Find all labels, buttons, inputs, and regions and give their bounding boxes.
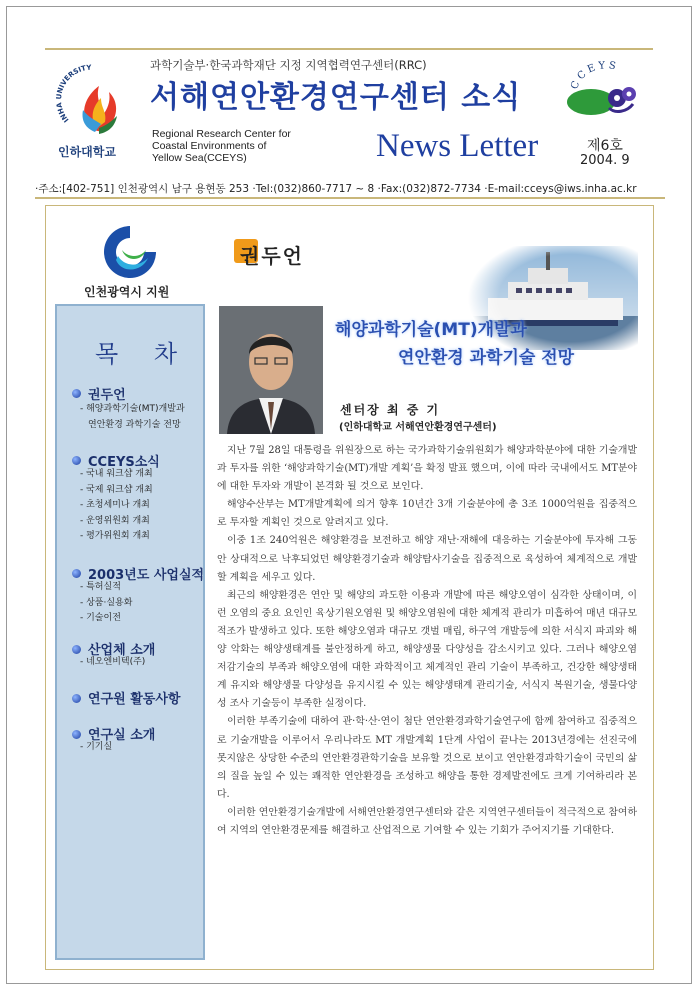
toc-item-list — [80, 580, 132, 627]
toc-item[interactable]: - 평가위원회 개최 — [80, 531, 150, 541]
toc-item-list — [80, 467, 153, 545]
article-paragraph: 최근의 해양환경은 연안 및 해양의 과도한 이용과 개발에 따른 해양오염이 심각한 상태이며, 이런 오염의 중요 요인인 육상기원오염원 및 해양오염원에 대한 체계적 관리가 미흡하여 매년 대규모 적조가 발생하고 있다. 또한 해양오염과 대규모 갯벌 매립, 하구역 개발등에 의한 서식지 파괴와 해양 악화는 해양생태계를 불안정하게 하고, 해양생물 다양성을 감소시키고 있다. 그러나 해양오염 저감기술의 부족과 해양오염에 대한 과학적이고 체계적인 관리 기술이 부족하고, 건강한 해양생태계 유지와 해양생물 다양성을 유지시킬 수 있는 해양생태계 관리기술, 서식지 복원기술, 생물다양성 조사 기술등이 부족한 실정이다. — [217, 589, 637, 710]
english-name-line: Regional Research Center for — [152, 128, 291, 140]
toc-item[interactable]: - 네오엔비텍(주) — [80, 657, 146, 667]
toc-section-title[interactable]: CCEYS소식 — [88, 455, 160, 470]
toc-item[interactable]: - 운영위원회 개최 — [80, 515, 150, 526]
article-paragraph: 이중 1조 240억원은 해양환경을 보전하고 해양 재난·재해에 대응하는 기술분야에 투자해 그동안 상대적으로 낙후되었던 해양환경기술과 해양탐사기술을 집중적으로 육성하여 체계적으로 개발할 계획을 세우고 있다. — [217, 535, 637, 583]
bullet-icon — [72, 694, 81, 703]
toc-item[interactable]: - 기기실 — [80, 742, 113, 752]
bullet-icon — [72, 569, 81, 578]
english-name-line: Yellow Sea(CCEYS) — [152, 152, 247, 164]
inha-university-logo — [55, 58, 135, 148]
university-name: 인하대학교 — [58, 145, 116, 159]
section-tag: 권두언 — [240, 244, 304, 268]
toc-item-list — [80, 655, 145, 671]
contact-rule — [35, 197, 665, 199]
svg-text:CCEYS — [569, 60, 619, 91]
toc-section-title[interactable]: 권두언 — [88, 388, 126, 403]
newsletter-label: News Letter — [376, 128, 539, 164]
article-title-line2: 연안환경 과학기술 전망 — [398, 348, 575, 368]
newsletter-main-title: 서해연안환경연구센터 소식 — [150, 80, 522, 115]
toc-item — [80, 402, 185, 433]
article-paragraph: 이러한 연안환경기술개발에 서해연안환경연구센터와 같은 지역연구센터들이 적극적으로 참여하여 지역의 연안환경문제를 해결하고 산업적으로 기여할 수 있는 기회가 주어지기를 기대한다. — [217, 806, 637, 836]
supervisor-text: 과학기술부·한국과학재단 지정 지역협력연구센터(RRC) — [150, 58, 427, 72]
issue-date: 2004. 9 — [580, 153, 630, 168]
sponsor-label: 인천광역시 지원 — [84, 285, 170, 299]
cceys-logo — [565, 60, 645, 122]
article-paragraph: 해양수산부는 MT개발계획에 의거 향후 10년간 3개 기술분야에 총 3조 1000억원을 집중적으로 투자할 계획인 것으로 알려지고 있다. — [217, 499, 637, 529]
toc-item[interactable]: - 기술이전 — [80, 613, 121, 623]
toc-item[interactable]: - 상품·실용화 — [80, 597, 133, 608]
toc-item[interactable]: - 국내 워크샵 개최 — [80, 469, 153, 479]
bullet-icon — [72, 389, 81, 398]
toc-item[interactable]: - 해양과학기술(MT)개발과 — [80, 404, 185, 414]
toc-item[interactable]: - 특허실적 — [80, 582, 121, 592]
cceys-logo-text: CCEYS — [569, 60, 620, 92]
article-paragraph: 이러한 부족기술에 대하여 관·학·산·연이 첨단 연안환경과학기술연구에 함께 참여하고 집중적으로 기술개발을 이루어서 우리나라도 MT 개발계획 1단계 사업이 끝나는 2013년경에는 선진국에 못지않은 상당한 수준의 연안환경관학기술을 보유할 것으로 보이고 연안환경과학기술이 국민의 삶의 질을 높일 수 있는 쾌적한 연안환경을 조성하고 해양을 통한 경제발전에도 크게 기여하리라 본다. — [217, 716, 637, 800]
incheon-city-logo — [98, 220, 162, 284]
inha-ring-text: INHA UNIVERSITY — [55, 63, 92, 124]
article-title-line1: 해양과학기술(MT)개발과 — [335, 320, 527, 340]
toc-section-title[interactable]: 연구실 소개 — [88, 728, 156, 743]
article-paragraph: 지난 7월 28일 대통령을 위원장으로 하는 국가과학기술위원회가 해양과학분야에 대한 기술개발과 투자를 위한 ‘해양과학기술(MT)개발 계획’을 확정 발표 했으며, 이에 따라 국내에서도 MT분야에 대한 투자와 개발이 본격화 될 것으로 보인다. — [217, 445, 637, 493]
toc-section-title[interactable]: 산업체 소개 — [88, 643, 156, 658]
toc-item-list — [80, 740, 112, 756]
article-body — [217, 442, 637, 840]
author-portrait — [219, 306, 323, 434]
contact-info: ·주소:[402-751] 인천광역시 남구 용현동 253 ·Tel:(032)860-7717 ~ 8 ·Fax:(032)872-7734 ·E-mail:cceys@iws.inha.ac.kr — [35, 183, 637, 195]
author-affiliation: (인하대학교 서해연안환경연구센터) — [339, 422, 497, 433]
english-name-line: Coastal Environments of — [152, 140, 267, 152]
toc-section-title[interactable]: 2003년도 사업실적 — [88, 568, 205, 583]
issue-number: 제6호 — [587, 138, 623, 154]
toc-item[interactable]: - 초청세미나 개최 — [80, 500, 150, 510]
author-name: 센터장 최 중 기 — [340, 403, 441, 417]
english-center-name — [152, 128, 291, 164]
bullet-icon — [72, 456, 81, 465]
bullet-icon — [72, 645, 81, 654]
header-top-rule — [45, 48, 653, 50]
toc-item[interactable]: 연안환경 과학기술 전망 — [88, 419, 181, 430]
toc-section-title[interactable]: 연구원 활동사항 — [88, 692, 181, 707]
bullet-icon — [72, 730, 81, 739]
toc-item[interactable]: - 국제 워크샵 개최 — [80, 484, 153, 495]
toc-title: 목 차 — [95, 340, 191, 368]
